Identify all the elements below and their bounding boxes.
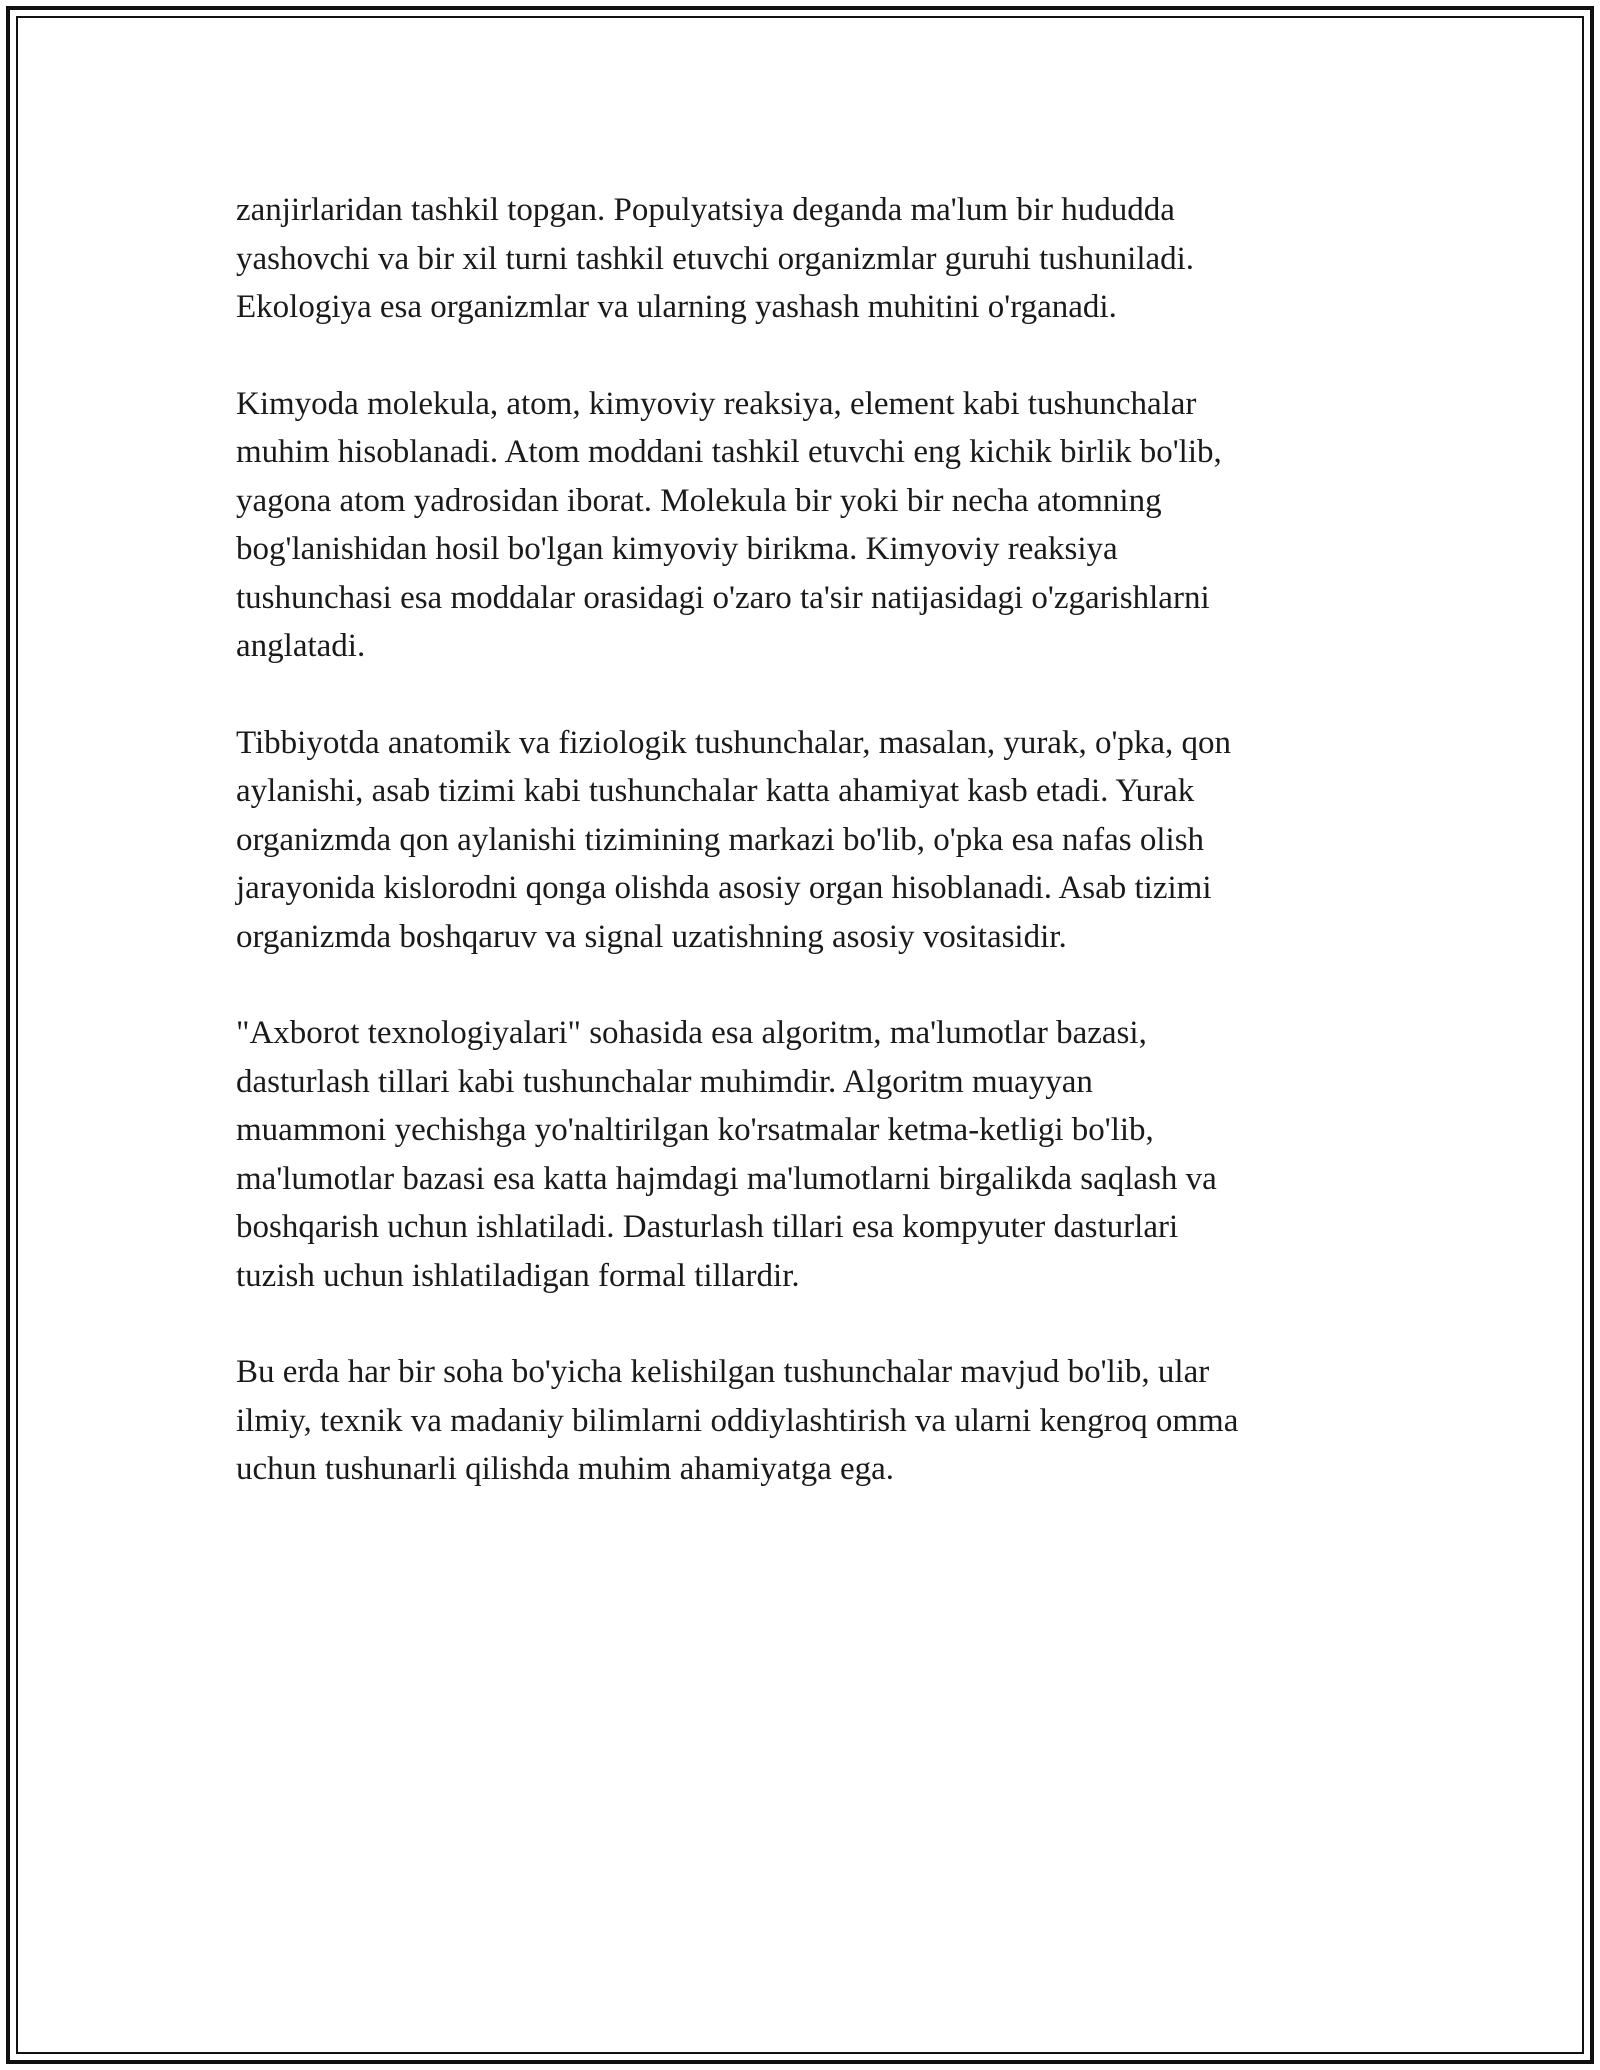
- paragraph-medicine: Tibbiyotda anatomik va fiziologik tushunchalar, masalan, yurak, o'pka, qon aylanishi, asab tizimi kabi tushunchalar katta ahamiyat kasb etadi. Yurak organizmda qon aylanishi tizimining markazi bo'lib, o'pka esa nafas olish jarayonida kislorodni qonga olishda asosiy organ hisoblanadi. Asab tizimi organizmda boshqaruv va signal uzatishning asosiy vositasidir.: [236, 724, 1232, 955]
- paragraph-conclusion: Bu erda har bir soha bo'yicha kelishilgan tushunchalar mavjud bo'lib, ular ilmiy, texnik va madaniy bilimlarni oddiylashtirish va ularni kengroq omma uchun tushunarli qilishda muhim ahamiyatga ega.: [236, 1354, 1239, 1487]
- document-body: [236, 186, 1376, 1542]
- paragraph-ecology: zanjirlaridan tashkil topgan. Populyatsiya deganda ma'lum bir hududda yashovchi va bir xil turni tashkil etuvchi organizmlar guruhi tushuniladi. Ekologiya esa organizmlar va ularning yashash muhitini o'rganadi.: [236, 192, 1195, 325]
- paragraph-information-technology: "Axborot texnologiyalari" sohasida esa algoritm, ma'lumotlar bazasi, dasturlash tillari kabi tushunchalar muhimdir. Algoritm muayyan muammoni yechishga yo'naltirilgan ko'rsatmalar ketma-ketligi bo'lib, ma'lumotlar bazasi esa katta hajmdagi ma'lumotlarni birgalikda saqlash va boshqarish uchun ishlatiladi. Dasturlash tillari esa kompyuter dasturlari tuzish uchun ishlatiladigan formal tillardir.: [236, 1015, 1217, 1294]
- paragraph-chemistry: Kimyoda molekula, atom, kimyoviy reaksiya, element kabi tushunchalar muhim hisoblanadi. Atom moddani tashkil etuvchi eng kichik birlik bo'lib, yagona atom yadrosidan iborat. Molekula bir yoki bir necha atomning bog'lanishidan hosil bo'lgan kimyoviy birikma. Kimyoviy reaksiya tushunchasi esa moddalar orasidagi o'zaro ta'sir natijasidagi o'zgarishlarni anglatadi.: [236, 385, 1222, 664]
